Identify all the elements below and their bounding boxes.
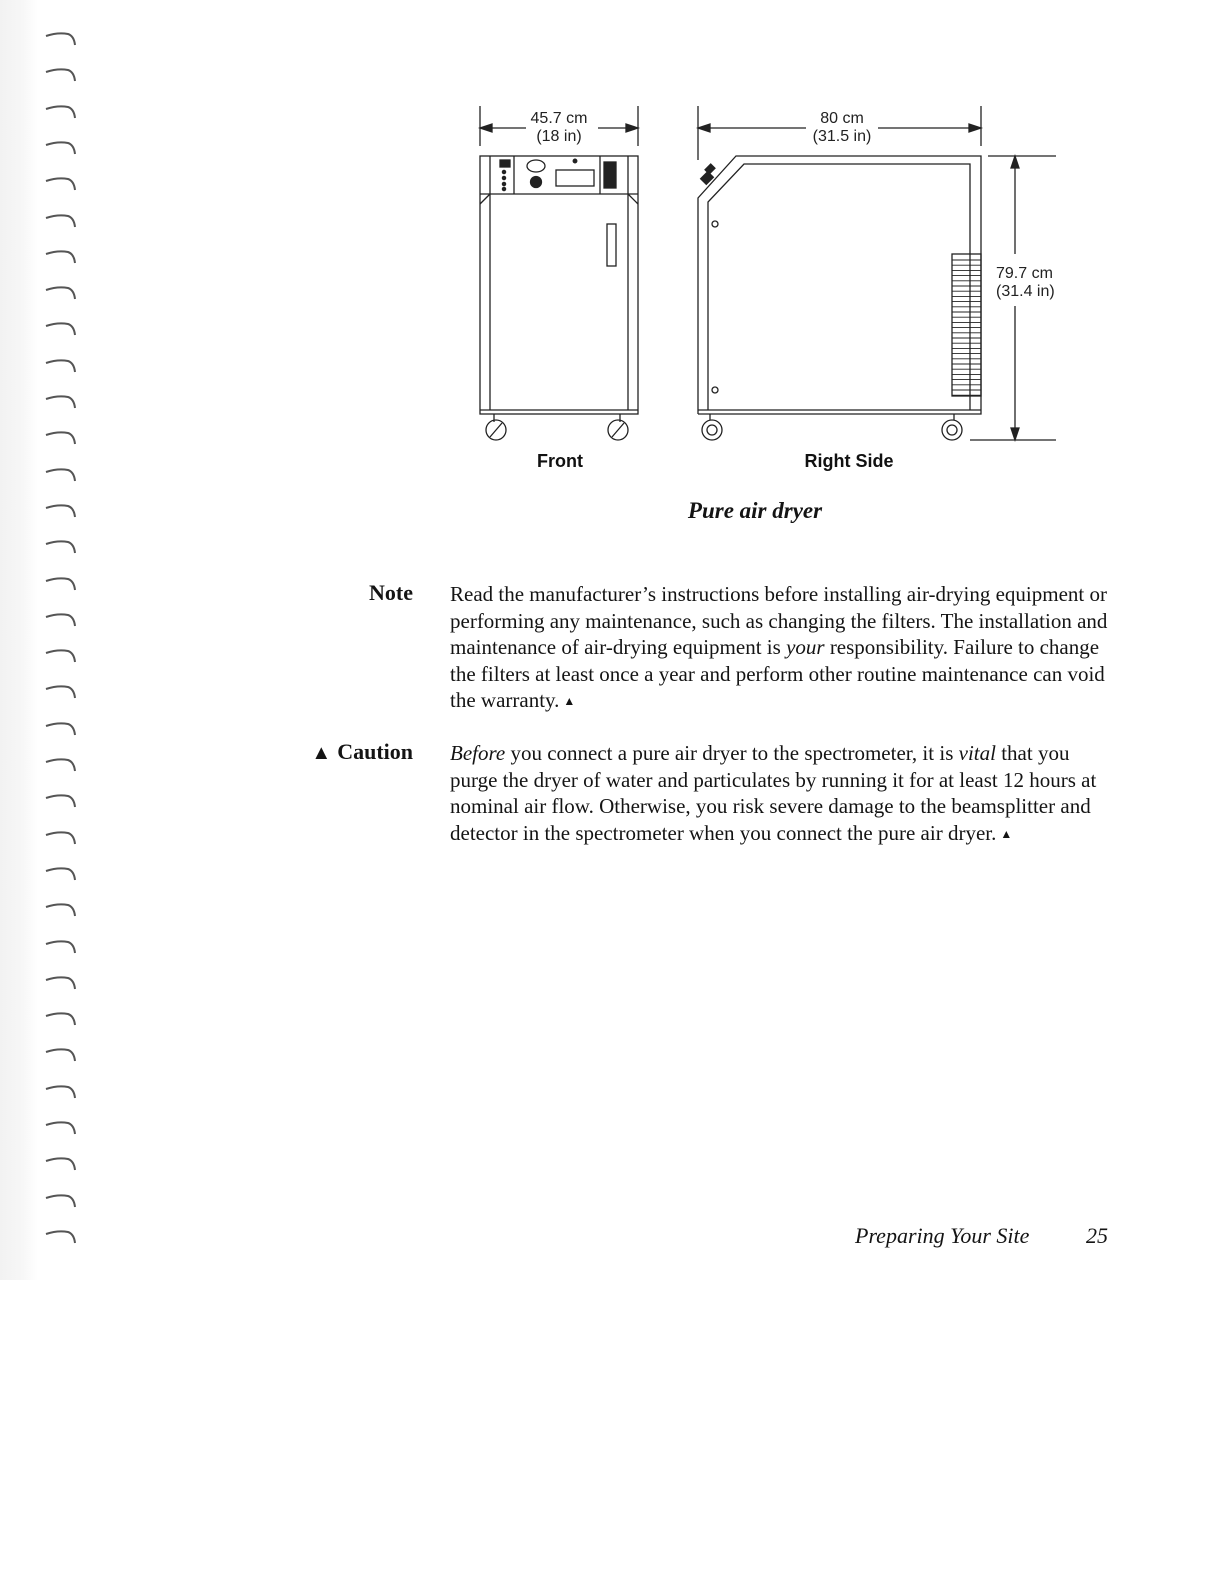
- caution-emphasis-2: vital: [958, 741, 996, 765]
- dryer-drawing: [470, 100, 1070, 480]
- binding-ring: [44, 30, 78, 48]
- note-label: Note: [369, 580, 413, 605]
- front-caster-left-mark: [490, 423, 502, 437]
- binding-ring: [44, 647, 78, 665]
- footer-section-title: Preparing Your Site: [855, 1223, 1030, 1248]
- page-number: 25: [1086, 1223, 1108, 1248]
- binding-ring: [44, 1228, 78, 1246]
- front-display-window: [556, 170, 594, 186]
- binding-ring: [44, 1083, 78, 1101]
- right-side-view-label: Right Side: [804, 451, 894, 471]
- binding-ring: [44, 829, 78, 847]
- side-caster-left: [702, 420, 722, 440]
- binding-ring: [44, 1119, 78, 1137]
- caution-text-2: that you purge the dryer of water and particulates by running it for at least 12 hours at nominal air flow. Otherwise, you risk severe damage to the beamsplitter and detector in the spectrometer when you connect the pure air dryer.: [450, 741, 1097, 845]
- binding-ring: [44, 1192, 78, 1210]
- front-gauge: [527, 160, 545, 172]
- front-dim-arrow-left: [480, 124, 492, 132]
- front-led-2: [502, 176, 505, 179]
- front-cabinet: [480, 156, 638, 414]
- caution-paragraph: [450, 740, 1115, 847]
- binding-ring: [44, 175, 78, 193]
- binding-ring: [44, 284, 78, 302]
- binding-ring: [44, 720, 78, 738]
- front-led-4: [502, 187, 505, 190]
- binding-ring: [44, 756, 78, 774]
- right-side-view: [698, 106, 981, 414]
- front-led-1: [502, 170, 505, 173]
- front-caster-right-mark: [612, 423, 624, 437]
- binding-ring: [44, 429, 78, 447]
- side-port-top: [712, 221, 718, 227]
- front-door-handle: [607, 224, 616, 266]
- note-paragraph: [450, 581, 1115, 715]
- binding-ring: [44, 66, 78, 84]
- note-text-2: responsibility. Failure to change the filters at least once a year and perform other routine maintenance can void the warranty.: [450, 635, 1105, 713]
- caution-label-block: [311, 739, 413, 765]
- caution-label: Caution: [337, 739, 413, 764]
- side-cabinet: [698, 156, 981, 414]
- binding-ring: [44, 320, 78, 338]
- side-width-in: (31.5 in): [812, 128, 872, 145]
- binding-ring: [44, 502, 78, 520]
- front-knob: [531, 177, 542, 188]
- side-dim-arrow-left: [698, 124, 710, 132]
- front-width-cm: 45.7 cm: [530, 110, 588, 127]
- binding-ring: [44, 357, 78, 375]
- height-dim-arrow-bottom: [1011, 428, 1019, 440]
- binding-ring: [44, 139, 78, 157]
- front-power-switch: [604, 162, 616, 188]
- front-screw: [573, 159, 577, 163]
- front-view-label: Front: [537, 451, 583, 471]
- note-end-mark: ▲: [563, 694, 576, 709]
- height-cm: 79.7 cm: [996, 265, 1053, 282]
- caution-end-mark: ▲: [1000, 826, 1013, 841]
- caution-emphasis-1: Before: [450, 741, 506, 765]
- binding-ring: [44, 248, 78, 266]
- front-indicator-display: [500, 160, 510, 167]
- front-bevel-left: [480, 194, 490, 204]
- binding-ring: [44, 901, 78, 919]
- binding-ring: [44, 1155, 78, 1173]
- front-width-in: (18 in): [536, 128, 582, 145]
- binding-ring: [44, 466, 78, 484]
- pure-air-dryer-figure: [470, 100, 1070, 480]
- binding-ring: [44, 212, 78, 230]
- binding-ring: [44, 792, 78, 810]
- binding-ring: [44, 611, 78, 629]
- binding-ring: [44, 538, 78, 556]
- binding-ring: [44, 575, 78, 593]
- binding-ring: [44, 393, 78, 411]
- side-caster-left-hub: [707, 425, 717, 435]
- height-in: (31.4 in): [996, 283, 1055, 300]
- front-dim-arrow-right: [626, 124, 638, 132]
- binding-ring: [44, 1010, 78, 1028]
- binding-ring: [44, 865, 78, 883]
- note-emphasis: your: [786, 635, 825, 660]
- side-cabinet-inner: [708, 164, 970, 410]
- binding-ring: [44, 974, 78, 992]
- side-port-bottom: [712, 387, 718, 393]
- binding-strip: [0, 0, 38, 1280]
- binding-ring: [44, 103, 78, 121]
- height-dim-arrow-top: [1011, 156, 1019, 168]
- side-caster-right-hub: [947, 425, 957, 435]
- side-width-cm: 80 cm: [820, 110, 864, 127]
- side-dim-arrow-right: [969, 124, 981, 132]
- front-view: [480, 106, 638, 440]
- binding-ring: [44, 683, 78, 701]
- front-bevel-right: [628, 194, 638, 204]
- caution-triangle-icon: ▲: [311, 742, 332, 764]
- note-text-1: Read the manufacturer’s instructions before installing air-drying equipment or performing any maintenance, such as changing the filters. The installation and maintenance of air-drying equipment is: [450, 582, 1108, 660]
- binding-ring: [44, 938, 78, 956]
- front-led-3: [502, 182, 505, 185]
- side-caster-right: [942, 420, 962, 440]
- binding-ring: [44, 1046, 78, 1064]
- figure-caption: Pure air dryer: [687, 498, 823, 523]
- caution-text-1: you connect a pure air dryer to the spectrometer, it is: [505, 741, 959, 765]
